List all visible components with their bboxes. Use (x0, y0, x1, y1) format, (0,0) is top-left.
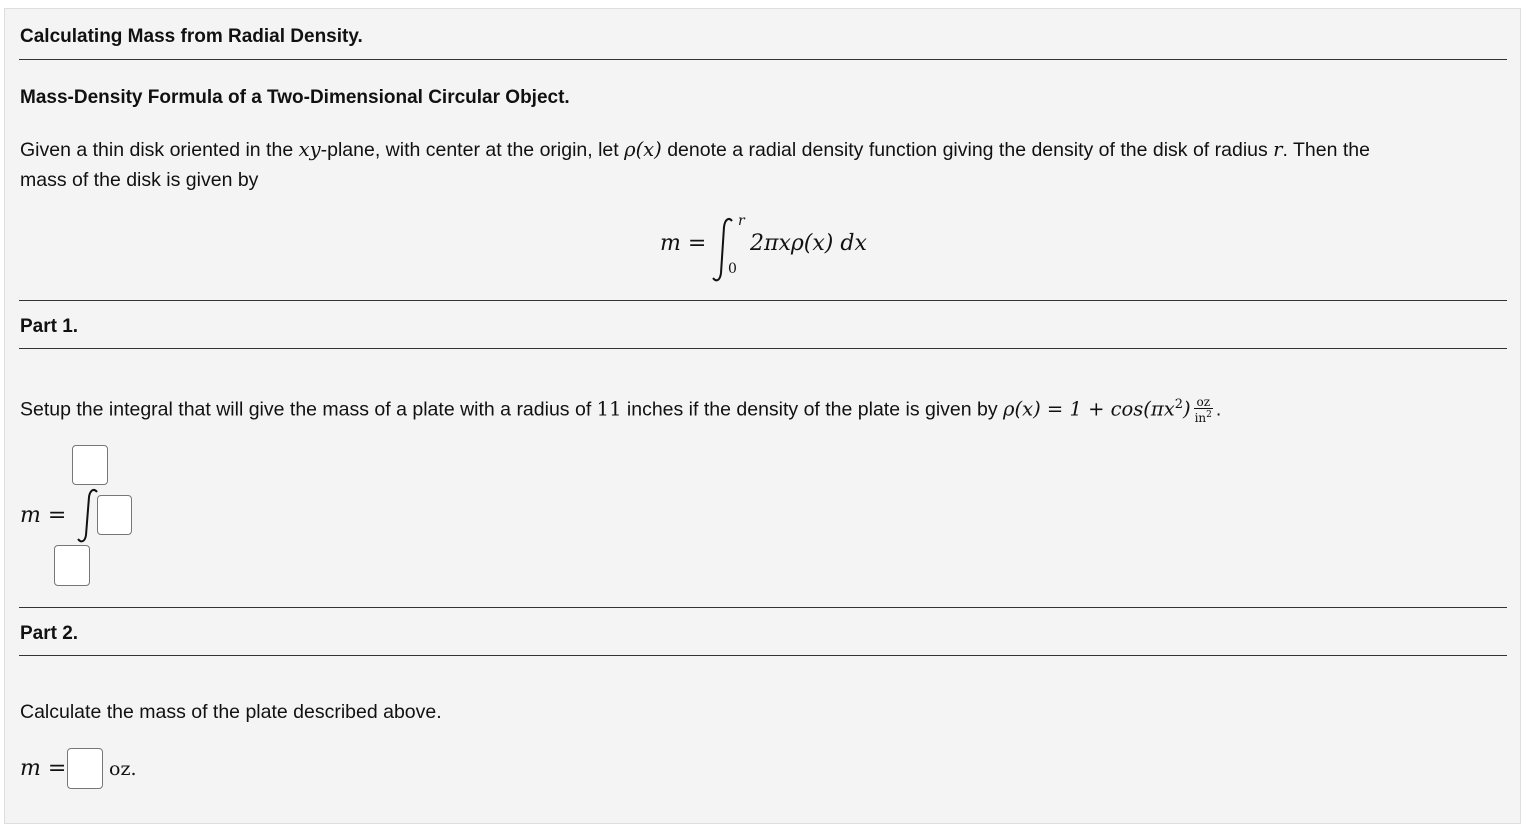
part1-question-text-1: Setup the integral that will give the mass of a plate with a radius of (20, 398, 597, 421)
part1-question (20, 390, 1510, 425)
part1-answer-lhs: m = (20, 503, 67, 528)
part1-density-function: ρ(x) = 1 + cos(πx (1003, 397, 1175, 421)
part2-question: Calculate the mass of the plate described above. (20, 701, 442, 723)
unit-numerator: oz (1194, 396, 1213, 409)
mass-unit: oz. (109, 758, 137, 780)
integrand-input[interactable] (97, 495, 132, 535)
formula-integrand: 2πxρ(x) dx (750, 231, 867, 256)
part2-label: Part 2. (20, 623, 79, 644)
intro-paragraph (20, 135, 1500, 195)
formula-integral-sign (711, 215, 737, 290)
upper-limit-input[interactable] (72, 445, 108, 485)
part2-bottom-divider (19, 655, 1507, 656)
intro-text-1: Given a thin disk oriented in the (20, 139, 299, 161)
problem-panel (4, 8, 1521, 824)
part1-bottom-divider (19, 348, 1507, 349)
part1-radius-value: 11 (596, 397, 622, 421)
intro-plane: xy (298, 138, 321, 161)
intro-radius-symbol: r (1273, 138, 1283, 161)
unit-denominator-exponent: 2 (1206, 410, 1212, 421)
intro-text-5: mass of the disk is given by (20, 169, 259, 191)
formula-lhs: m = (660, 231, 707, 256)
part2-answer-lhs: m = (20, 756, 67, 781)
lower-limit-input[interactable] (54, 545, 90, 586)
part1-label: Part 1. (20, 316, 79, 337)
mass-answer-input[interactable] (67, 748, 103, 789)
part1-question-text-2: inches if the density of the plate is given by (621, 398, 1004, 421)
formula-lower-limit: 0 (728, 261, 737, 277)
part1-unit-fraction (1194, 396, 1213, 424)
intro-text-3: denote a radial density function giving the density of the disk of radius (661, 139, 1274, 161)
part2-top-divider (19, 607, 1507, 608)
part1-top-divider (19, 300, 1507, 301)
unit-denominator: in (1194, 411, 1207, 426)
page-title: Calculating Mass from Radial Density. (20, 26, 363, 47)
part1-density-close: ) (1182, 397, 1191, 421)
section-subtitle: Mass-Density Formula of a Two-Dimensional Circular Object. (20, 87, 570, 108)
part1-question-end: . (1215, 398, 1222, 421)
intro-text-4: . Then the (1282, 139, 1370, 161)
intro-rho: ρ(x) (624, 138, 662, 161)
title-divider (19, 59, 1507, 60)
intro-text-2: -plane, with center at the origin, let (320, 139, 625, 161)
part1-density-exponent: 2 (1174, 397, 1183, 412)
formula-upper-limit: r (738, 213, 745, 229)
